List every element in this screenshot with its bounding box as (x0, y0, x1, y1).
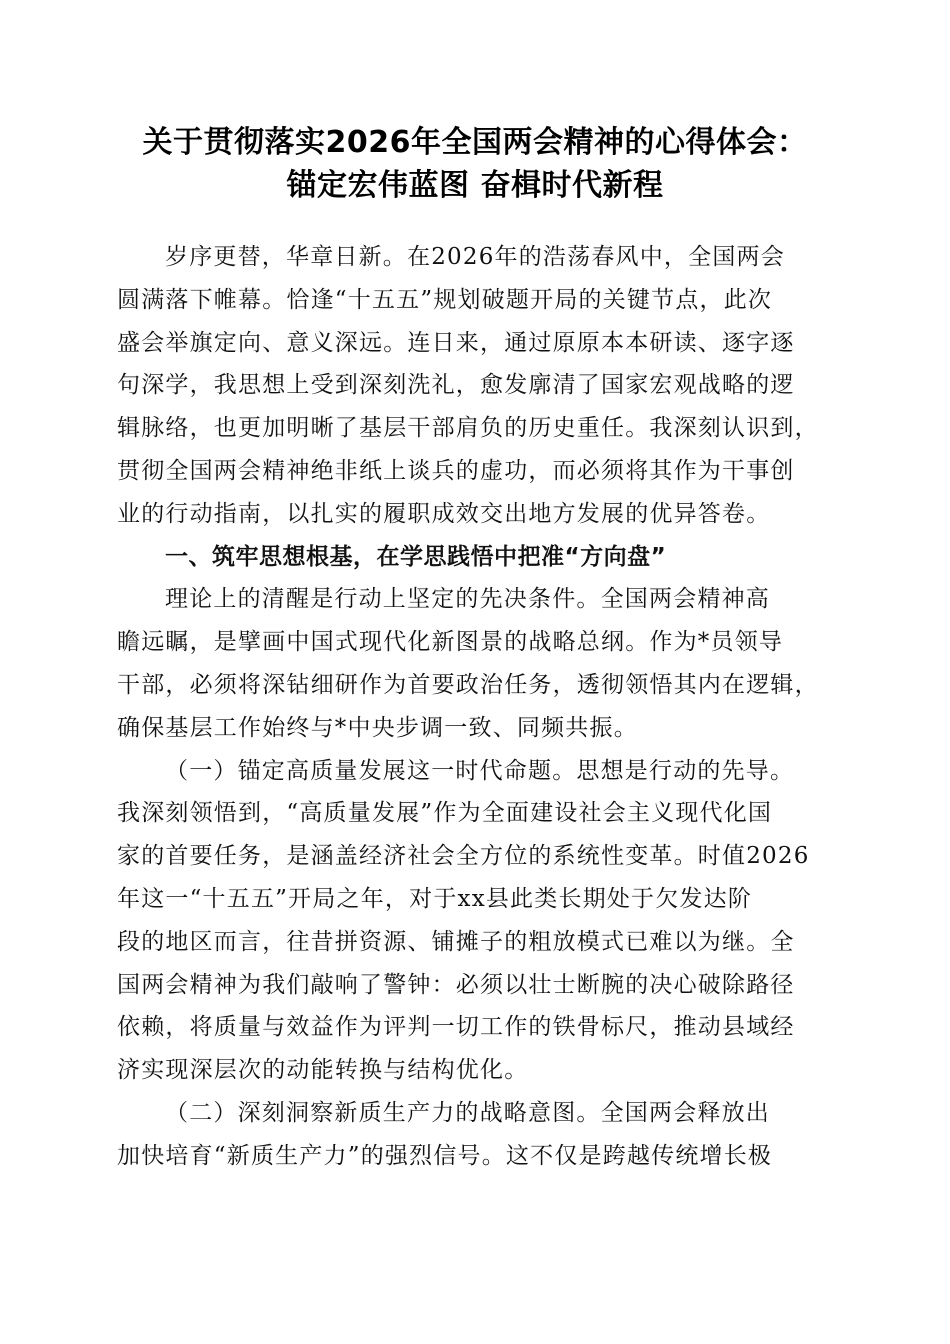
text-line: 段的地区而言，往昔拼资源、铺摊子的粗放模式已难以为继。全 (117, 928, 795, 955)
document-title-line-1: 关于贯彻落实2026年全国两会精神的心得体会： (142, 125, 808, 160)
text-line: 国两会精神为我们敲响了警钟：必须以壮士断腕的决心破除路径 (117, 971, 795, 998)
paragraph-theory (117, 578, 837, 749)
text-line: 瞻远瞩，是擘画中国式现代化新图景的战略总纲。作为*员领导 (117, 629, 784, 656)
text-line: 依赖，将质量与效益作为评判一切工作的铁骨标尺，推动县域经 (117, 1014, 795, 1041)
text-line: （一）锚定高质量发展这一时代命题。思想是行动的先导。 (165, 757, 795, 784)
text-line: 我深刻领悟到，“高质量发展”作为全面建设社会主义现代化国 (117, 800, 773, 827)
text-line: 济实现深层次的动能转换与结构优化。 (117, 1057, 529, 1084)
text-line: 确保基层工作始终与*中央步调一致、同频共振。 (117, 714, 638, 741)
text-line: 业的行动指南，以扎实的履职成效交出地方发展的优异答卷。 (117, 500, 771, 527)
text-line: 贯彻全国两会精神绝非纸上谈兵的虚功，而必须将其作为干事创 (117, 457, 795, 484)
text-line: 圆满落下帷幕。恰逢“十五五”规划破题开局的关键节点，此次 (117, 286, 773, 313)
text-line: 辑脉络，也更加明晰了基层干部肩负的历史重任。我深刻认识到， (117, 415, 819, 442)
text-line: 加快培育“新质生产力”的强烈信号。这不仅是跨越传统增长极 (117, 1142, 773, 1169)
text-line: 理论上的清醒是行动上坚定的先决条件。全国两会精神高 (165, 586, 770, 613)
paragraph-intro (117, 236, 837, 536)
document-body (117, 236, 837, 1178)
text-line: 盛会举旗定向、意义深远。连日来，通过原原本本研读、逐字逐 (117, 329, 795, 356)
text-line: （二）深刻洞察新质生产力的战略意图。全国两会释放出 (165, 1099, 770, 1126)
document-title-line-2: 锚定宏伟蓝图 奋楫时代新程 (286, 168, 664, 203)
paragraph-subsection-1 (117, 750, 837, 1092)
section-heading-1 (117, 536, 837, 579)
text-line: 年这一“十五五”开局之年，对于xx县此类长期处于欠发达阶 (117, 885, 753, 912)
text-line: 干部，必须将深钻细研作为首要政治任务，透彻领悟其内在逻辑， (117, 671, 819, 698)
text-line: 句深学，我思想上受到深刻洗礼，愈发廓清了国家宏观战略的逻 (117, 372, 795, 399)
text-line: 岁序更替，华章日新。在2026年的浩荡春风中，全国两会 (165, 244, 785, 270)
paragraph-subsection-2 (117, 1092, 837, 1178)
heading-text: 一、筑牢思想根基，在学思践悟中把准“方向盘” (165, 543, 667, 570)
text-line: 家的首要任务，是涵盖经济社会全方位的系统性变革。时值2026 (117, 843, 810, 870)
